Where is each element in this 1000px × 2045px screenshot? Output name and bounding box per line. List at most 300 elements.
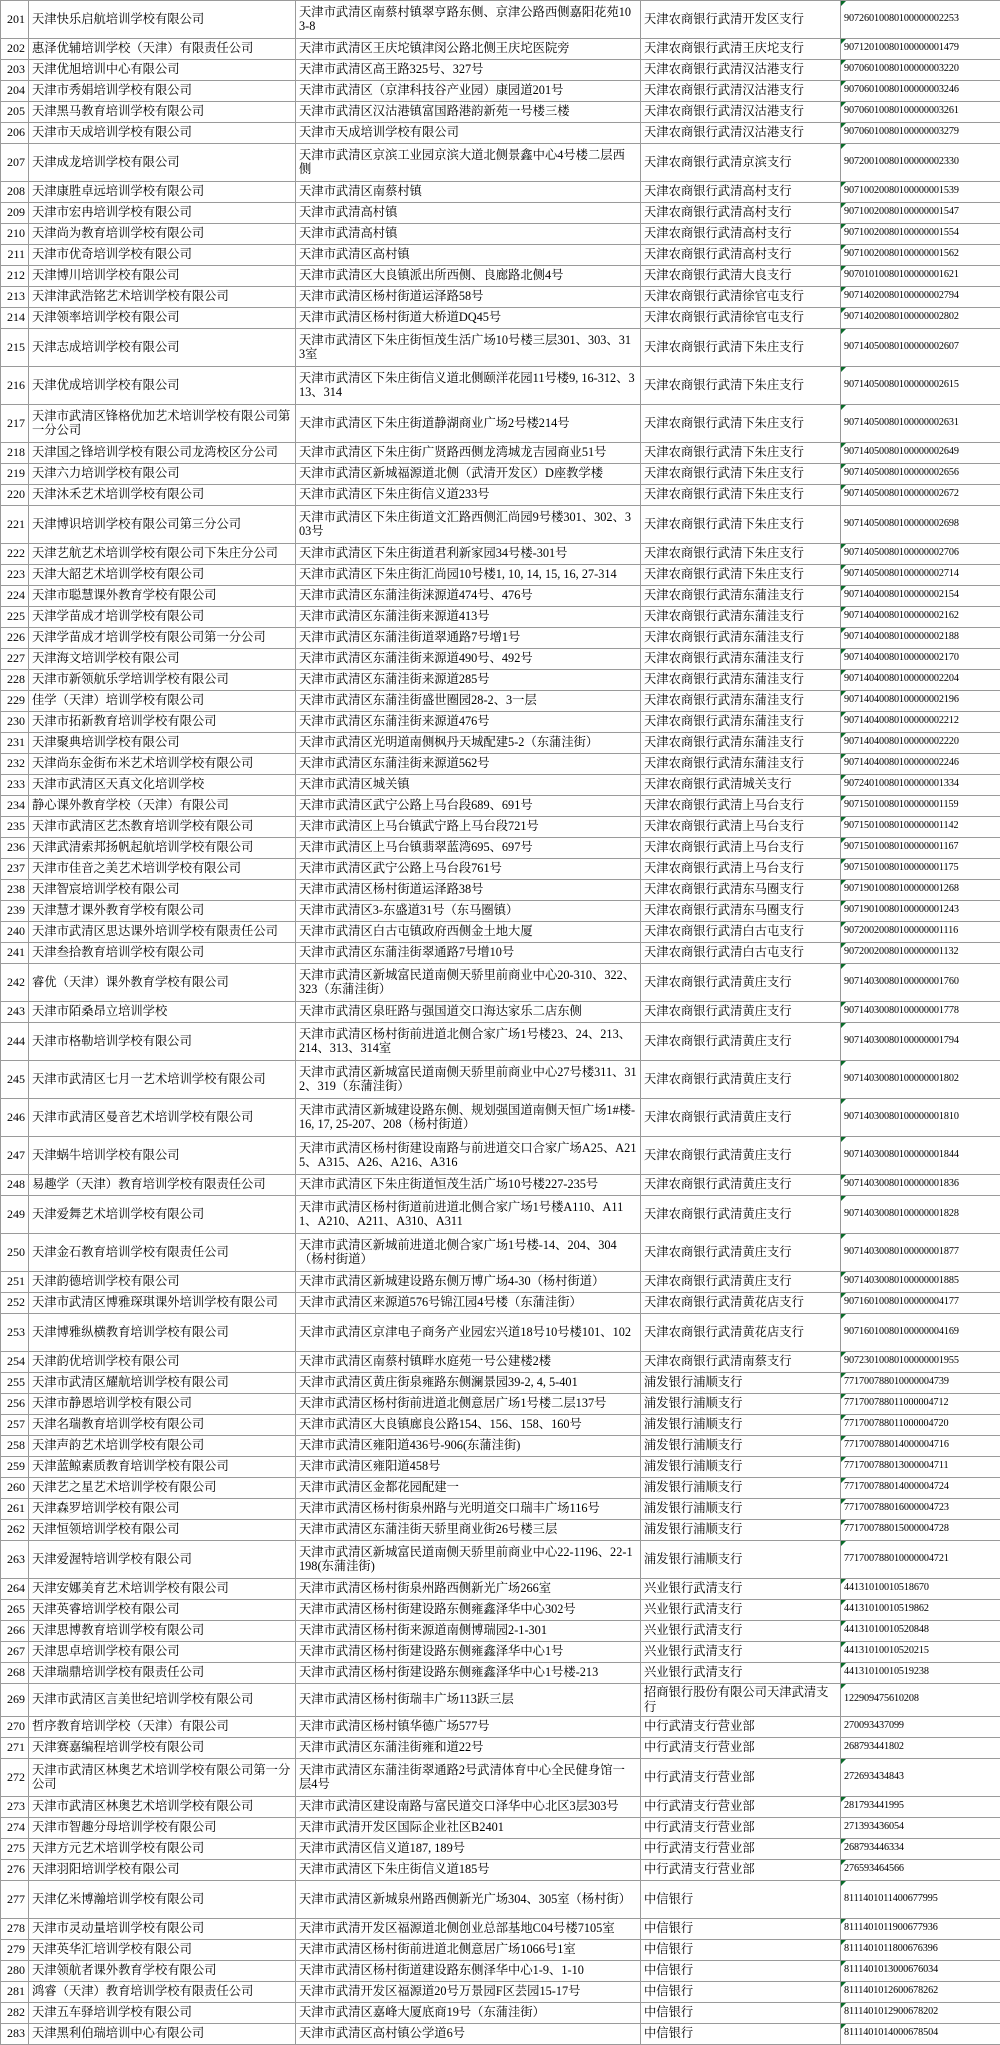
table-row — [1, 1499, 1000, 1520]
row-index: 208 — [1, 182, 29, 203]
row-index: 243 — [1, 1002, 29, 1023]
table-row — [1, 1738, 1000, 1759]
row-index: 269 — [1, 1684, 29, 1717]
bank-account-number: 90723010080100000001955 — [841, 1352, 1000, 1373]
institution-name: 天津叁拾教育培训学校有限公司 — [29, 943, 296, 964]
institution-name: 天津声韵艺术培训学校有限公司 — [29, 1436, 296, 1457]
bank-account-number: 272693434843 — [841, 1759, 1000, 1797]
bank-account-number: 44131010010519862 — [841, 1600, 1000, 1621]
table-row — [1, 586, 1000, 607]
table-row — [1, 1717, 1000, 1738]
institution-name: 天津市拓新教育培训学校有限公司 — [29, 712, 296, 733]
bank-account-number: 90716010080100000004177 — [841, 1293, 1000, 1314]
bank-account-number: 90714030080100000001877 — [841, 1234, 1000, 1272]
row-index: 259 — [1, 1457, 29, 1478]
institution-name: 天津思博教育培训学校有限公司 — [29, 1621, 296, 1642]
table-row — [1, 1759, 1000, 1797]
bank-account-number: 90714050080100000002649 — [841, 443, 1000, 464]
row-index: 267 — [1, 1642, 29, 1663]
institution-name: 天津市武清区锋格优加艺术培训学校有限公司第一分公司 — [29, 405, 296, 443]
row-index: 272 — [1, 1759, 29, 1797]
row-index: 236 — [1, 838, 29, 859]
row-index: 273 — [1, 1797, 29, 1818]
institution-address: 天津市武清区大良镇派出所西侧、良廊路北侧4号 — [296, 266, 641, 287]
row-index: 245 — [1, 1061, 29, 1099]
institution-address: 天津市武清区高王路325号、327号 — [296, 60, 641, 81]
table-row — [1, 922, 1000, 943]
bank-account-number: 90714040080100000002170 — [841, 649, 1000, 670]
table-row — [1, 245, 1000, 266]
institution-name: 天津黑马教育培训学校有限公司 — [29, 102, 296, 123]
institution-address: 天津市武清区下朱庄街汇尚园10号楼1, 10, 14, 15, 16, 27-314 — [296, 565, 641, 586]
bank-account-number: 90714030080100000001844 — [841, 1137, 1000, 1175]
bank-account-number: 90724010080100000001334 — [841, 775, 1000, 796]
table-row — [1, 1881, 1000, 1919]
institution-name: 天津尚为教育培训学校有限公司 — [29, 224, 296, 245]
institution-address: 天津市武清区京津电子商务产业园宏兴道18号10号楼101、102 — [296, 1314, 641, 1352]
bank-account-number: 771700788011000004720 — [841, 1415, 1000, 1436]
table-row — [1, 1478, 1000, 1499]
bank-branch: 天津农商银行武清高村支行 — [641, 224, 841, 245]
table-row — [1, 2003, 1000, 2024]
institution-address: 天津市武清区东蒲洼街道翠通路7号增1号 — [296, 628, 641, 649]
bank-branch: 中信银行 — [641, 2003, 841, 2024]
institution-address: 天津市武清区新城前进道北侧合家广场1号楼-14、204、304（杨村街道） — [296, 1234, 641, 1272]
table-row — [1, 964, 1000, 1002]
institution-name: 天津市武清区言美世纪培训学校有限公司 — [29, 1684, 296, 1717]
institution-name: 天津聚典培训学校有限公司 — [29, 733, 296, 754]
table-row — [1, 1541, 1000, 1579]
institution-address: 天津市武清区汉沽港镇富国路港韵新苑一号楼三楼 — [296, 102, 641, 123]
bank-branch: 天津农商银行武清东蒲洼支行 — [641, 607, 841, 628]
institution-name: 天津方元艺术培训学校有限公司 — [29, 1839, 296, 1860]
institution-address: 天津市武清区东蒲洼街翠通路7号增10号 — [296, 943, 641, 964]
bank-account-number: 90714030080100000001794 — [841, 1023, 1000, 1061]
bank-branch: 天津农商银行武清黄庄支行 — [641, 1002, 841, 1023]
bank-account-number: 771700788013000004711 — [841, 1457, 1000, 1478]
bank-account-number: 90714030080100000001802 — [841, 1061, 1000, 1099]
bank-account-number: 90706010080100000003220 — [841, 60, 1000, 81]
institution-name: 鸿睿（天津）教育培训学校有限责任公司 — [29, 1982, 296, 2003]
bank-account-number: 90714040080100000002162 — [841, 607, 1000, 628]
table-row — [1, 1860, 1000, 1881]
bank-account-number: 90714050080100000002706 — [841, 544, 1000, 565]
bank-branch: 天津农商银行武清东蒲洼支行 — [641, 628, 841, 649]
row-index: 261 — [1, 1499, 29, 1520]
bank-account-number: 771700788016000004723 — [841, 1499, 1000, 1520]
institution-name: 天津瑞鼎培训学校有限责任公司 — [29, 1663, 296, 1684]
table-row — [1, 1373, 1000, 1394]
institution-name: 天津英睿培训学校有限公司 — [29, 1600, 296, 1621]
institution-address: 天津市武清区新城富民道南侧天骄里前商业中心22-1196、22-1198(东蒲洼街) — [296, 1541, 641, 1579]
bank-branch: 天津农商银行武清汉沽港支行 — [641, 81, 841, 102]
bank-branch: 天津农商银行武清东蒲洼支行 — [641, 586, 841, 607]
bank-account-number: 90719010080100000001268 — [841, 880, 1000, 901]
institution-name: 天津尚东金街布米艺术培训学校有限公司 — [29, 754, 296, 775]
bank-branch: 浦发银行浦顺支行 — [641, 1541, 841, 1579]
bank-branch: 浦发银行浦顺支行 — [641, 1520, 841, 1541]
institution-name: 佳学（天津）培训学校有限公司 — [29, 691, 296, 712]
bank-account-number: 90726010080100000002253 — [841, 1, 1000, 39]
row-index: 202 — [1, 39, 29, 60]
row-index: 283 — [1, 2024, 29, 2045]
bank-account-number: 90714050080100000002656 — [841, 464, 1000, 485]
table-row — [1, 880, 1000, 901]
institution-name: 天津市天成培训学校有限公司 — [29, 123, 296, 144]
bank-branch: 天津农商银行武清下朱庄支行 — [641, 367, 841, 405]
institution-address: 天津市武清区杨村街建设路东侧雍鑫泽华中心1号 — [296, 1642, 641, 1663]
bank-account-number: 90715010080100000001142 — [841, 817, 1000, 838]
table-row — [1, 1520, 1000, 1541]
institution-name: 天津志成培训学校有限公司 — [29, 329, 296, 367]
institution-address: 天津市武清区杨村街道运泽路38号 — [296, 880, 641, 901]
institution-name: 天津沐禾艺术培训学校有限公司 — [29, 485, 296, 506]
bank-branch: 天津农商银行武清白古屯支行 — [641, 922, 841, 943]
bank-account-number: 8111401011400677995 — [841, 1881, 1000, 1919]
bank-account-number: 276593464566 — [841, 1860, 1000, 1881]
table-row — [1, 266, 1000, 287]
institution-address: 天津市武清区大良镇廊良公路154、156、158、160号 — [296, 1415, 641, 1436]
institution-address: 天津市武清区东蒲洼街来源道562号 — [296, 754, 641, 775]
institution-address: 天津市武清区武宁公路上马台段689、691号 — [296, 796, 641, 817]
institution-address: 天津市武清区上马台镇武宁路上马台段721号 — [296, 817, 641, 838]
bank-branch: 兴业银行武清支行 — [641, 1621, 841, 1642]
bank-branch: 中信银行 — [641, 1940, 841, 1961]
row-index: 270 — [1, 1717, 29, 1738]
bank-account-number: 771700788014000004724 — [841, 1478, 1000, 1499]
row-index: 271 — [1, 1738, 29, 1759]
institution-name: 天津金石教育培训学校有限责任公司 — [29, 1234, 296, 1272]
institution-address: 天津市武清高村镇 — [296, 224, 641, 245]
table-row — [1, 1293, 1000, 1314]
institution-name: 天津蓝鲸素质教育培训学校有限公司 — [29, 1457, 296, 1478]
row-index: 210 — [1, 224, 29, 245]
bank-account-number: 90720020080100000001132 — [841, 943, 1000, 964]
institution-name: 天津博雅纵横教育培训学校有限公司 — [29, 1314, 296, 1352]
institution-name: 天津海文培训学校有限公司 — [29, 649, 296, 670]
table-row — [1, 1818, 1000, 1839]
institution-name: 天津韵优培训学校有限公司 — [29, 1352, 296, 1373]
bank-account-number: 90706010080100000003261 — [841, 102, 1000, 123]
institution-address: 天津市武清区雍阳道458号 — [296, 1457, 641, 1478]
table-row — [1, 308, 1000, 329]
table-row — [1, 1663, 1000, 1684]
institution-address: 天津市武清区新城建设路东侧、规划强国道南侧天恒广场1#楼-16, 17, 25-207、208（杨村街道） — [296, 1099, 641, 1137]
table-row — [1, 1175, 1000, 1196]
table-row — [1, 628, 1000, 649]
bank-branch: 天津农商银行武清东蒲洼支行 — [641, 670, 841, 691]
institution-address: 天津市武清区东蒲洼街天骄里商业街26号楼三层 — [296, 1520, 641, 1541]
institution-name: 天津康胜卓远培训学校有限公司 — [29, 182, 296, 203]
row-index: 207 — [1, 144, 29, 182]
bank-account-number: 8111401014000678504 — [841, 2024, 1000, 2045]
row-index: 262 — [1, 1520, 29, 1541]
table-row — [1, 1314, 1000, 1352]
bank-branch: 天津农商银行武清徐官屯支行 — [641, 287, 841, 308]
row-index: 204 — [1, 81, 29, 102]
institution-name: 天津市佳音之美艺术培训学校有限公司 — [29, 859, 296, 880]
bank-branch: 天津农商银行武清黄庄支行 — [641, 964, 841, 1002]
bank-account-number: 90719010080100000001243 — [841, 901, 1000, 922]
table-row — [1, 1023, 1000, 1061]
row-index: 217 — [1, 405, 29, 443]
bank-account-number: 44131010010520215 — [841, 1642, 1000, 1663]
bank-account-number: 90715010080100000001159 — [841, 796, 1000, 817]
row-index: 216 — [1, 367, 29, 405]
institution-name: 天津五车驿培训学校有限公司 — [29, 2003, 296, 2024]
table-row — [1, 224, 1000, 245]
row-index: 275 — [1, 1839, 29, 1860]
institution-address: 天津市武清区新城富民道南侧天骄里前商业中心20-310、322、323（东蒲洼街） — [296, 964, 641, 1002]
bank-branch: 兴业银行武清支行 — [641, 1663, 841, 1684]
bank-account-number: 44131010010519238 — [841, 1663, 1000, 1684]
row-index: 223 — [1, 565, 29, 586]
row-index: 222 — [1, 544, 29, 565]
bank-branch: 天津农商银行武清京滨支行 — [641, 144, 841, 182]
bank-account-number: 90720010080100000002330 — [841, 144, 1000, 182]
table-row — [1, 544, 1000, 565]
table-body — [1, 1, 1000, 2045]
bank-account-number: 90714050080100000002631 — [841, 405, 1000, 443]
table-row — [1, 1436, 1000, 1457]
institution-address: 天津市武清区京滨工业园京滨大道北侧景鑫中心4号楼二层西侧 — [296, 144, 641, 182]
bank-account-number: 90714020080100000002802 — [841, 308, 1000, 329]
table-row — [1, 39, 1000, 60]
table-row — [1, 1579, 1000, 1600]
institution-address: 天津市武清开发区国际企业社区B2401 — [296, 1818, 641, 1839]
bank-branch: 中信银行 — [641, 1881, 841, 1919]
bank-account-number: 268793441802 — [841, 1738, 1000, 1759]
institution-address: 天津市武清高村镇 — [296, 203, 641, 224]
table-row — [1, 1839, 1000, 1860]
bank-account-number: 8111401012600678262 — [841, 1982, 1000, 2003]
table-row — [1, 367, 1000, 405]
table-row — [1, 329, 1000, 367]
bank-branch: 浦发银行浦顺支行 — [641, 1478, 841, 1499]
bank-branch: 天津农商银行武清东蒲洼支行 — [641, 712, 841, 733]
bank-branch: 浦发银行浦顺支行 — [641, 1373, 841, 1394]
row-index: 258 — [1, 1436, 29, 1457]
bank-account-number: 90706010080100000003279 — [841, 123, 1000, 144]
institution-address: 天津市武清开发区福源道20号万景园F区芸园15-17号 — [296, 1982, 641, 2003]
bank-branch: 天津农商银行武清汉沽港支行 — [641, 123, 841, 144]
institution-address: 天津市武清区城关镇 — [296, 775, 641, 796]
table-row — [1, 1272, 1000, 1293]
row-index: 250 — [1, 1234, 29, 1272]
institution-name: 天津市武清区七月一艺术培训学校有限公司 — [29, 1061, 296, 1099]
institution-name: 天津市灵动量培训学校有限公司 — [29, 1919, 296, 1940]
bank-branch: 中行武清支行营业部 — [641, 1839, 841, 1860]
row-index: 206 — [1, 123, 29, 144]
institution-name: 静心课外教育学校（天津）有限公司 — [29, 796, 296, 817]
row-index: 213 — [1, 287, 29, 308]
institution-name: 天津名瑞教育培训学校有限公司 — [29, 1415, 296, 1436]
table-row — [1, 649, 1000, 670]
institution-name: 天津市武清区耀航培训学校有限公司 — [29, 1373, 296, 1394]
bank-branch: 天津农商银行武清东蒲洼支行 — [641, 754, 841, 775]
bank-account-number: 90716010080100000004169 — [841, 1314, 1000, 1352]
row-index: 264 — [1, 1579, 29, 1600]
bank-branch: 中行武清支行营业部 — [641, 1797, 841, 1818]
bank-branch: 中信银行 — [641, 1919, 841, 1940]
institution-address: 天津市武清区武宁公路上马台段761号 — [296, 859, 641, 880]
institution-name: 天津市秀娟培训学校有限公司 — [29, 81, 296, 102]
bank-branch: 天津农商银行武清黄花店支行 — [641, 1314, 841, 1352]
row-index: 205 — [1, 102, 29, 123]
institution-name: 天津恒领培训学校有限公司 — [29, 1520, 296, 1541]
bank-branch: 天津农商银行武清大良支行 — [641, 266, 841, 287]
bank-branch: 天津农商银行武清王庆坨支行 — [641, 39, 841, 60]
bank-account-number: 90714050080100000002615 — [841, 367, 1000, 405]
bank-branch: 浦发银行浦顺支行 — [641, 1436, 841, 1457]
institution-address: 天津市武清区杨村街道建设路东侧泽华中心1-9、1-10 — [296, 1961, 641, 1982]
institution-name: 天津快乐启航培训学校有限公司 — [29, 1, 296, 39]
institution-address: 天津市武清区东蒲洼街来源道285号 — [296, 670, 641, 691]
row-index: 231 — [1, 733, 29, 754]
table-row — [1, 1002, 1000, 1023]
bank-account-number: 90714040080100000002212 — [841, 712, 1000, 733]
row-index: 240 — [1, 922, 29, 943]
bank-account-number: 90714030080100000001760 — [841, 964, 1000, 1002]
institution-name: 天津领率培训学校有限公司 — [29, 308, 296, 329]
bank-account-number: 90714030080100000001810 — [841, 1099, 1000, 1137]
table-row — [1, 754, 1000, 775]
row-index: 241 — [1, 943, 29, 964]
institution-address: 天津市武清区新城泉州路西侧新光广场304、305室（杨村街） — [296, 1881, 641, 1919]
institution-address: 天津市武清区杨村街道大桥道DQ45号 — [296, 308, 641, 329]
table-row — [1, 901, 1000, 922]
institution-name: 天津领航者课外教育学校有限公司 — [29, 1961, 296, 1982]
table-row — [1, 733, 1000, 754]
table-row — [1, 506, 1000, 544]
bank-account-number: 44131010010520848 — [841, 1621, 1000, 1642]
row-index: 225 — [1, 607, 29, 628]
institution-address: 天津市武清区上马台镇翡翠蓝湾695、697号 — [296, 838, 641, 859]
row-index: 234 — [1, 796, 29, 817]
bank-account-number: 771700788010000004721 — [841, 1541, 1000, 1579]
bank-account-number: 8111401011900677936 — [841, 1919, 1000, 1940]
institution-name: 天津市武清区曼音艺术培训学校有限公司 — [29, 1099, 296, 1137]
table-row — [1, 81, 1000, 102]
bank-branch: 天津农商银行武清高村支行 — [641, 182, 841, 203]
institution-address: 天津市武清区下朱庄街信义道233号 — [296, 485, 641, 506]
institution-name: 天津市聪慧课外教育学校有限公司 — [29, 586, 296, 607]
bank-account-number: 90714040080100000002220 — [841, 733, 1000, 754]
bank-account-number: 281793441995 — [841, 1797, 1000, 1818]
institution-address: 天津市武清区杨村街道前进道北侧合家广场1号楼A110、A111、A210、A211、A310、A311 — [296, 1196, 641, 1234]
institution-name: 天津市格勒培训学校有限公司 — [29, 1023, 296, 1061]
table-row — [1, 203, 1000, 224]
bank-branch: 天津农商银行武清东蒲洼支行 — [641, 733, 841, 754]
bank-account-number: 90710020080100000001547 — [841, 203, 1000, 224]
bank-branch: 天津农商银行武清黄庄支行 — [641, 1099, 841, 1137]
row-index: 276 — [1, 1860, 29, 1881]
bank-branch: 天津农商银行武清黄庄支行 — [641, 1272, 841, 1293]
bank-account-number: 90701010080100000001621 — [841, 266, 1000, 287]
institution-address: 天津市武清区新城建设路东侧万博广场4-30（杨村街道） — [296, 1272, 641, 1293]
bank-branch: 中行武清支行营业部 — [641, 1738, 841, 1759]
row-index: 215 — [1, 329, 29, 367]
table-row — [1, 2024, 1000, 2045]
institution-name: 天津六力培训学校有限公司 — [29, 464, 296, 485]
institution-name: 天津武清索邦扬帆起航培训学校有限公司 — [29, 838, 296, 859]
bank-branch: 天津农商银行武清下朱庄支行 — [641, 464, 841, 485]
table-row — [1, 775, 1000, 796]
institution-address: 天津市武清区杨村街建设路东侧雍鑫泽华中心1号楼-213 — [296, 1663, 641, 1684]
bank-branch: 天津农商银行武清上马台支行 — [641, 859, 841, 880]
row-index: 224 — [1, 586, 29, 607]
bank-branch: 天津农商银行武清上马台支行 — [641, 817, 841, 838]
table-row — [1, 1797, 1000, 1818]
row-index: 237 — [1, 859, 29, 880]
institution-address: 天津市武清区东蒲洼街翠通路2号武清体育中心全民健身馆一层4号 — [296, 1759, 641, 1797]
bank-branch: 中行武清支行营业部 — [641, 1860, 841, 1881]
row-index: 229 — [1, 691, 29, 712]
institution-address: 天津市武清区高村镇公学道6号 — [296, 2024, 641, 2045]
row-index: 247 — [1, 1137, 29, 1175]
bank-branch: 天津农商银行武清黄花店支行 — [641, 1293, 841, 1314]
row-index: 219 — [1, 464, 29, 485]
row-index: 209 — [1, 203, 29, 224]
institution-address: 天津市武清区杨村街来源道南侧博瑞园2-1-301 — [296, 1621, 641, 1642]
institution-address: 天津市武清区南蔡村镇 — [296, 182, 641, 203]
table-row — [1, 691, 1000, 712]
bank-branch: 浦发银行浦顺支行 — [641, 1499, 841, 1520]
institution-name: 天津韵德培训学校有限公司 — [29, 1272, 296, 1293]
row-index: 252 — [1, 1293, 29, 1314]
institution-name: 天津思卓培训学校有限公司 — [29, 1642, 296, 1663]
institution-address: 天津市武清区东蒲洼街来源道476号 — [296, 712, 641, 733]
bank-account-number: 90714030080100000001778 — [841, 1002, 1000, 1023]
table-row — [1, 144, 1000, 182]
institution-address: 天津市武清区3-东盛道31号（东马圈镇） — [296, 901, 641, 922]
row-index: 282 — [1, 2003, 29, 2024]
row-index: 244 — [1, 1023, 29, 1061]
bank-account-number: 90714040080100000002188 — [841, 628, 1000, 649]
bank-branch: 天津农商银行武清黄庄支行 — [641, 1196, 841, 1234]
bank-account-number: 90714030080100000001836 — [841, 1175, 1000, 1196]
bank-branch: 浦发银行浦顺支行 — [641, 1415, 841, 1436]
institution-name: 天津爱舞艺术培训学校有限公司 — [29, 1196, 296, 1234]
row-index: 239 — [1, 901, 29, 922]
bank-account-number: 90710020080100000001554 — [841, 224, 1000, 245]
institution-name: 睿优（天津）课外教育学校有限公司 — [29, 964, 296, 1002]
institution-address: 天津市武清区杨村街前进道北侧意居广场1066号1室 — [296, 1940, 641, 1961]
institution-address: 天津市武清区下朱庄街广贤路西侧龙湾城龙吉园商业51号 — [296, 443, 641, 464]
institution-address: 天津市武清区杨村街建设路东侧雍鑫泽华中心302号 — [296, 1600, 641, 1621]
bank-branch: 天津农商银行武清上马台支行 — [641, 838, 841, 859]
row-index: 221 — [1, 506, 29, 544]
bank-branch: 天津农商银行武清黄庄支行 — [641, 1023, 841, 1061]
bank-account-number: 90714030080100000001885 — [841, 1272, 1000, 1293]
institution-address: 天津市武清区杨村街前进道北侧合家广场1号楼23、24、213、214、313、314室 — [296, 1023, 641, 1061]
bank-account-number: 90714040080100000002246 — [841, 754, 1000, 775]
bank-branch: 天津农商银行武清高村支行 — [641, 245, 841, 266]
institution-name: 天津市武清区林奥艺术培训学校有限公司第一分公司 — [29, 1759, 296, 1797]
bank-account-number: 90714050080100000002714 — [841, 565, 1000, 586]
institution-name: 天津市武清区艺杰教育培训学校有限公司 — [29, 817, 296, 838]
table-row — [1, 670, 1000, 691]
institution-address: 天津市武清区下朱庄街道君利新家园34号楼-301号 — [296, 544, 641, 565]
bank-account-number: 8111401012900678202 — [841, 2003, 1000, 2024]
institution-name: 天津市优奇培训学校有限公司 — [29, 245, 296, 266]
bank-account-number: 90714050080100000002607 — [841, 329, 1000, 367]
bank-account-number: 90710020080100000001539 — [841, 182, 1000, 203]
bank-account-number: 271393436054 — [841, 1818, 1000, 1839]
row-index: 263 — [1, 1541, 29, 1579]
row-index: 253 — [1, 1314, 29, 1352]
bank-account-number: 90714040080100000002154 — [841, 586, 1000, 607]
